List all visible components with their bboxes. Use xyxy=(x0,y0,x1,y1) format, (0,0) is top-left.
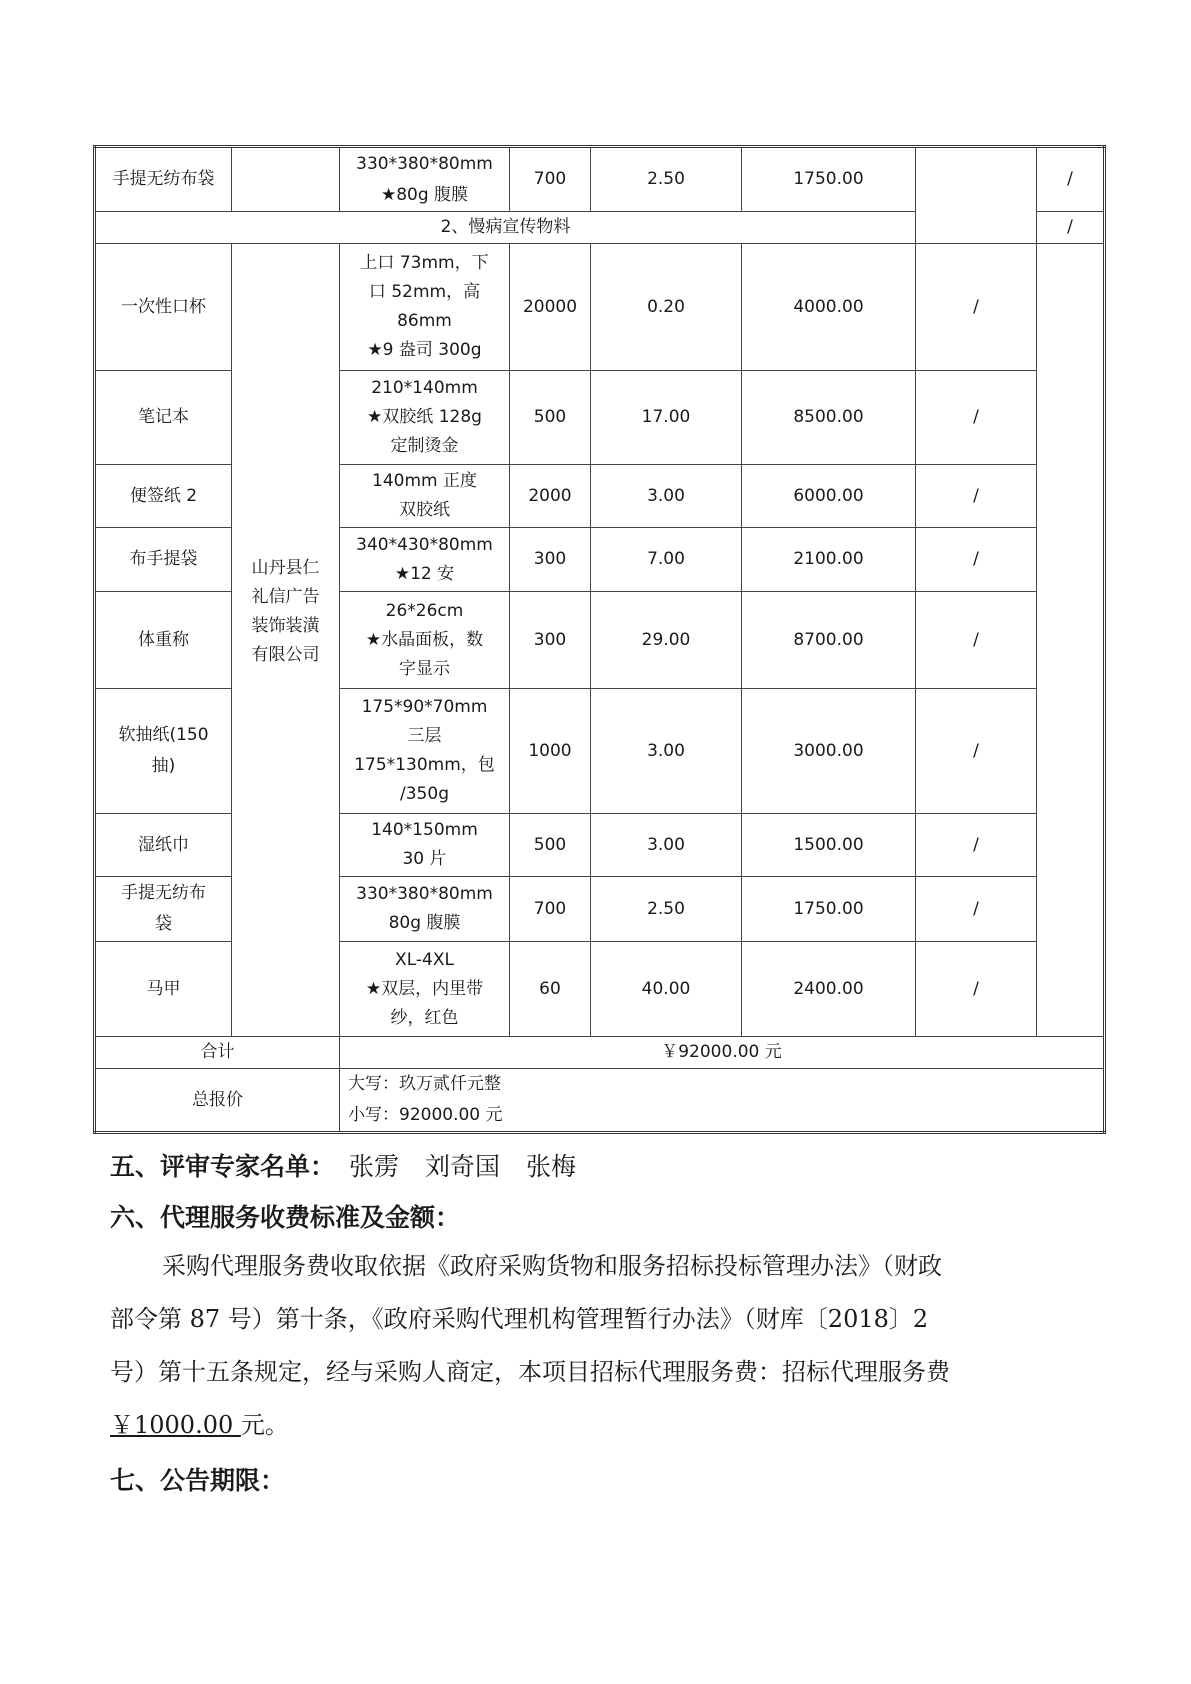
item-name xyxy=(95,689,232,814)
total-label: 总报价 xyxy=(95,1069,340,1133)
item-name xyxy=(95,528,232,592)
item-spec xyxy=(340,877,510,942)
fee-amount: ￥1000.00 xyxy=(110,1411,241,1439)
item-total: 6000.00 xyxy=(742,465,916,528)
item-price: 40.00 xyxy=(591,942,742,1037)
item-name xyxy=(95,592,232,689)
item-qty: 60 xyxy=(510,942,591,1037)
section5-heading xyxy=(110,1147,602,1183)
item-qty: 300 xyxy=(510,528,591,592)
spec-line: 140*150mm xyxy=(371,820,478,840)
total-value xyxy=(340,1069,1105,1133)
spec-line: ★12 安 xyxy=(394,563,455,584)
spec-line: 175*90*70mm xyxy=(361,697,488,717)
expert-list xyxy=(349,1152,602,1181)
total-upper: 大写：玖万贰仟元整 xyxy=(348,1074,501,1094)
item-spec xyxy=(340,244,510,371)
item-total: 8700.00 xyxy=(742,592,916,689)
item-name xyxy=(95,371,232,465)
item-total: 1750.00 xyxy=(742,147,916,212)
supplier-line: 山丹县仁 xyxy=(251,558,320,578)
item-price: 2.50 xyxy=(591,147,742,212)
supplier-name xyxy=(232,244,340,1037)
spec-line: 330*380*80mm xyxy=(356,153,493,174)
spec-line: 86mm xyxy=(397,311,452,331)
item-qty: 700 xyxy=(510,877,591,942)
item-name xyxy=(95,814,232,877)
para-line: 部令第 87 号）第十条，《政府采购代理机构管理暂行办法》（财库〔2018〕2 xyxy=(110,1305,929,1333)
supplier-line: 装饰装潢 xyxy=(251,616,320,636)
item-mark: / xyxy=(916,465,1037,528)
item-qty: 500 xyxy=(510,814,591,877)
item-price: 17.00 xyxy=(591,371,742,465)
spec-line: 140mm 正度 xyxy=(372,471,477,491)
item-price: 29.00 xyxy=(591,592,742,689)
item-name-line: 湿纸巾 xyxy=(138,834,189,855)
section5-title: 五、评审专家名单： xyxy=(110,1152,336,1181)
item-mark: / xyxy=(916,592,1037,689)
table-row xyxy=(95,244,1105,371)
item-price: 3.00 xyxy=(591,689,742,814)
spec-line: 175*130mm，包 xyxy=(354,755,495,775)
sum-label: 合计 xyxy=(95,1037,340,1069)
item-name-line: 抽) xyxy=(151,756,176,776)
spec-line: 口 52mm，高 xyxy=(368,282,481,302)
item-name-line: 手提无纺布袋 xyxy=(112,169,215,189)
item-total: 4000.00 xyxy=(742,244,916,371)
item-qty: 700 xyxy=(510,147,591,212)
item-spec xyxy=(340,689,510,814)
para-line xyxy=(110,1399,1088,1452)
item-name-line: 马甲 xyxy=(146,978,181,999)
item-qty: 20000 xyxy=(510,244,591,371)
item-mark: / xyxy=(916,942,1037,1037)
item-mark: / xyxy=(916,877,1037,942)
total-row xyxy=(95,1069,1105,1133)
item-name xyxy=(95,147,232,212)
item-name-line: 笔记本 xyxy=(138,407,189,427)
supplier-cell-empty xyxy=(232,147,340,212)
sum-row xyxy=(95,1037,1105,1069)
spec-line: 上口 73mm，下 xyxy=(360,253,489,273)
spec-line: 330*380*80mm xyxy=(356,884,493,904)
blank-column xyxy=(916,147,1037,244)
spec-line: ★9 盎司 300g xyxy=(367,340,482,360)
item-price: 3.00 xyxy=(591,814,742,877)
item-price: 7.00 xyxy=(591,528,742,592)
item-qty: 300 xyxy=(510,592,591,689)
section-title: 2、慢病宣传物料 xyxy=(95,212,916,244)
sum-value: ￥92000.00 元 xyxy=(340,1037,1105,1069)
expert-name: 张梅 xyxy=(526,1152,577,1181)
expert-name: 张雳 xyxy=(349,1152,400,1181)
item-qty: 1000 xyxy=(510,689,591,814)
spec-line: 340*430*80mm xyxy=(356,534,493,555)
item-name-line: 袋 xyxy=(155,914,172,934)
spec-line: 三层 xyxy=(407,726,442,746)
supplier-line: 礼信广告 xyxy=(251,587,320,607)
spec-line: ★双层，内里带 xyxy=(365,978,484,999)
item-name-line: 软抽纸(150 xyxy=(118,725,209,745)
item-spec xyxy=(340,942,510,1037)
item-name xyxy=(95,244,232,371)
spec-line: /350g xyxy=(400,784,449,804)
item-total: 2400.00 xyxy=(742,942,916,1037)
item-price: 3.00 xyxy=(591,465,742,528)
item-spec xyxy=(340,528,510,592)
fee-suffix: 元。 xyxy=(240,1411,289,1439)
spec-line: XL-4XL xyxy=(395,949,454,970)
para-line-text: 采购代理服务费收取依据《政府采购货物和服务招标投标管理办法》（财政 xyxy=(162,1252,942,1280)
item-qty: 2000 xyxy=(510,465,591,528)
item-name xyxy=(95,465,232,528)
table-row xyxy=(95,147,1105,212)
item-spec xyxy=(340,814,510,877)
item-spec xyxy=(340,465,510,528)
item-total: 3000.00 xyxy=(742,689,916,814)
spec-line: 纱，红色 xyxy=(390,1007,459,1028)
spec-line: 双胶纸 xyxy=(399,500,450,520)
item-mark: / xyxy=(916,528,1037,592)
supplier-line: 有限公司 xyxy=(251,645,320,665)
item-total: 1750.00 xyxy=(742,877,916,942)
item-total: 1500.00 xyxy=(742,814,916,877)
item-price: 2.50 xyxy=(591,877,742,942)
item-name-line: 布手提袋 xyxy=(129,549,198,569)
item-name xyxy=(95,877,232,942)
item-total: 8500.00 xyxy=(742,371,916,465)
item-name-line: 体重称 xyxy=(138,629,189,650)
spec-line: ★双胶纸 128g xyxy=(367,407,482,427)
spec-line: 210*140mm xyxy=(371,378,478,398)
price-table xyxy=(93,145,1106,1134)
para-line: 号）第十五条规定，经与采购人商定，本项目招标代理服务费：招标代理服务费 xyxy=(110,1358,950,1386)
section-mark: / xyxy=(1037,212,1105,244)
para-line xyxy=(110,1240,1088,1293)
section6-paragraph xyxy=(110,1240,1088,1452)
item-mark: / xyxy=(916,689,1037,814)
item-spec xyxy=(340,147,510,212)
item-name-line: 一次性口杯 xyxy=(121,296,206,317)
item-mark: / xyxy=(916,371,1037,465)
item-price: 0.20 xyxy=(591,244,742,371)
item-qty: 500 xyxy=(510,371,591,465)
item-mark: / xyxy=(916,814,1037,877)
item-name xyxy=(95,942,232,1037)
item-name-line: 便签纸 2 xyxy=(129,485,198,506)
spec-line: 定制烫金 xyxy=(390,436,459,456)
spec-line: ★水晶面板，数 xyxy=(365,629,484,650)
item-spec xyxy=(340,371,510,465)
spec-line: 26*26cm xyxy=(385,600,464,621)
item-spec xyxy=(340,592,510,689)
item-total: 2100.00 xyxy=(742,528,916,592)
spec-line: ★80g 腹膜 xyxy=(380,184,469,205)
total-lower: 小写：92000.00 元 xyxy=(348,1105,503,1125)
spec-line: 字显示 xyxy=(399,658,450,679)
spec-line: 80g 腹膜 xyxy=(388,913,461,933)
section7-heading: 七、公告期限： xyxy=(110,1466,286,1495)
section6-heading: 六、代理服务收费标准及金额： xyxy=(110,1203,461,1232)
item-mark: / xyxy=(1037,147,1105,212)
spec-line: 30 片 xyxy=(402,849,447,869)
expert-name: 刘奇国 xyxy=(425,1152,501,1181)
item-mark: / xyxy=(916,244,1037,371)
item-name-line: 手提无纺布 xyxy=(121,883,206,903)
